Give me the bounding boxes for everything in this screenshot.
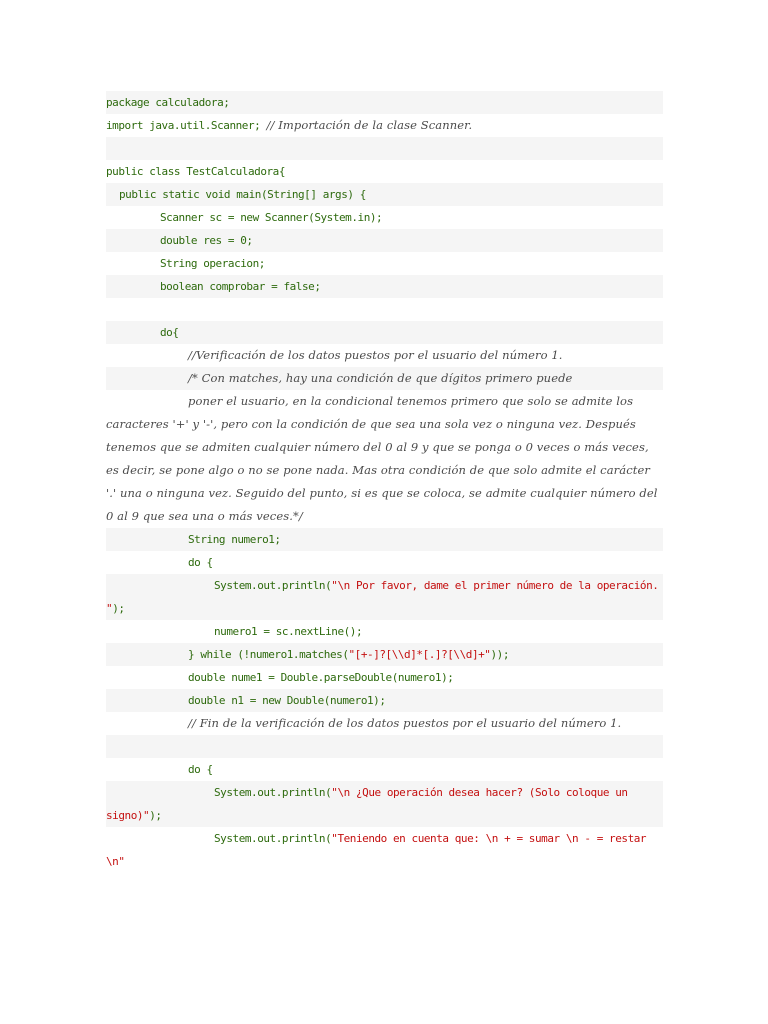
code-keyword: public static void main(String[] args) {: [119, 188, 366, 201]
code-string: "[+-]?[\\d]*[.]?[\\d]+": [348, 648, 491, 661]
code-line: [106, 91, 663, 114]
code-keyword: Scanner sc = new Scanner(System.in);: [160, 211, 383, 224]
code-comment: // Fin de la verificación de los datos puestos por el usuario del número 1.: [188, 716, 622, 730]
code-string: "Teniendo en cuenta que: \n + = sumar \n - = restar \n": [106, 832, 653, 868]
code-keyword: double res = 0;: [160, 234, 253, 247]
code-keyword: System.out.println(: [214, 832, 332, 845]
code-line: [106, 712, 663, 735]
code-line: [106, 275, 663, 298]
code-line: [106, 620, 663, 643]
code-keyword: do {: [188, 556, 213, 569]
code-keyword: boolean comprobar = false;: [160, 280, 321, 293]
code-keyword: numero1 = sc.nextLine();: [214, 625, 363, 638]
code-keyword: System.out.println(: [214, 786, 332, 799]
code-line: [106, 827, 663, 873]
code-comment: // Importación de la clase Scanner.: [266, 118, 473, 132]
code-line: [106, 114, 663, 137]
code-keyword: package calculadora;: [106, 96, 230, 109]
code-string: "\n ¿Que operación desea hacer? (Solo coloque un signo)": [106, 786, 634, 822]
code-line: [106, 321, 663, 344]
code-line: [106, 390, 663, 528]
code-line: [106, 758, 663, 781]
code-keyword: double n1 = new Double(numero1);: [188, 694, 386, 707]
code-line: [106, 252, 663, 275]
code-keyword: String numero1;: [188, 533, 281, 546]
code-line: [106, 206, 663, 229]
code-line: [106, 160, 663, 183]
code-line: [106, 367, 663, 390]
code-keyword: System.out.println(: [214, 579, 332, 592]
code-line: [106, 528, 663, 551]
code-line: [106, 183, 663, 206]
code-string: "\n Por favor, dame el primer número de la operación. ": [106, 579, 665, 615]
code-line: [106, 344, 663, 367]
code-line: [106, 229, 663, 252]
code-line: [106, 551, 663, 574]
code-line: [106, 666, 663, 689]
code-keyword: } while (!numero1.matches(: [188, 648, 349, 661]
code-line: [106, 689, 663, 712]
code-line: [106, 781, 663, 827]
code-keyword: );: [149, 809, 162, 822]
code-comment: poner el usuario, en la condicional tenemos primero que solo se admite los caracteres '+' y '-', pero con la condición de que sea una sola vez o ninguna vez. Después tenemos que se admiten cualquier número del 0 al 9 y que se ponga o 0 veces o más veces, es decir, se pone algo o no se pone nada. Mas otra condición de que solo admite el carácter '.' una o ninguna vez. Seguido del punto, si es que se coloca, se admite cualquier número del 0 al 9 que sea una o más veces.*/: [106, 394, 662, 523]
code-keyword: double nume1 = Double.parseDouble(numero1);: [188, 671, 454, 684]
code-line-empty: [106, 298, 663, 321]
code-document: [106, 91, 663, 873]
code-keyword: do {: [188, 763, 213, 776]
code-keyword: );: [112, 602, 125, 615]
code-comment: //Verificación de los datos puestos por el usuario del número 1.: [188, 348, 563, 362]
code-keyword: ));: [490, 648, 510, 661]
code-line-empty: [106, 137, 663, 160]
code-line: [106, 643, 663, 666]
code-comment: /* Con matches, hay una condición de que dígitos primero puede: [188, 371, 573, 385]
code-keyword: String operacion;: [160, 257, 265, 270]
code-line-empty: [106, 735, 663, 758]
code-keyword: do{: [160, 326, 179, 339]
code-keyword: public class TestCalculadora{: [106, 165, 286, 178]
code-line: [106, 574, 663, 620]
code-keyword: import java.util.Scanner;: [106, 119, 267, 132]
